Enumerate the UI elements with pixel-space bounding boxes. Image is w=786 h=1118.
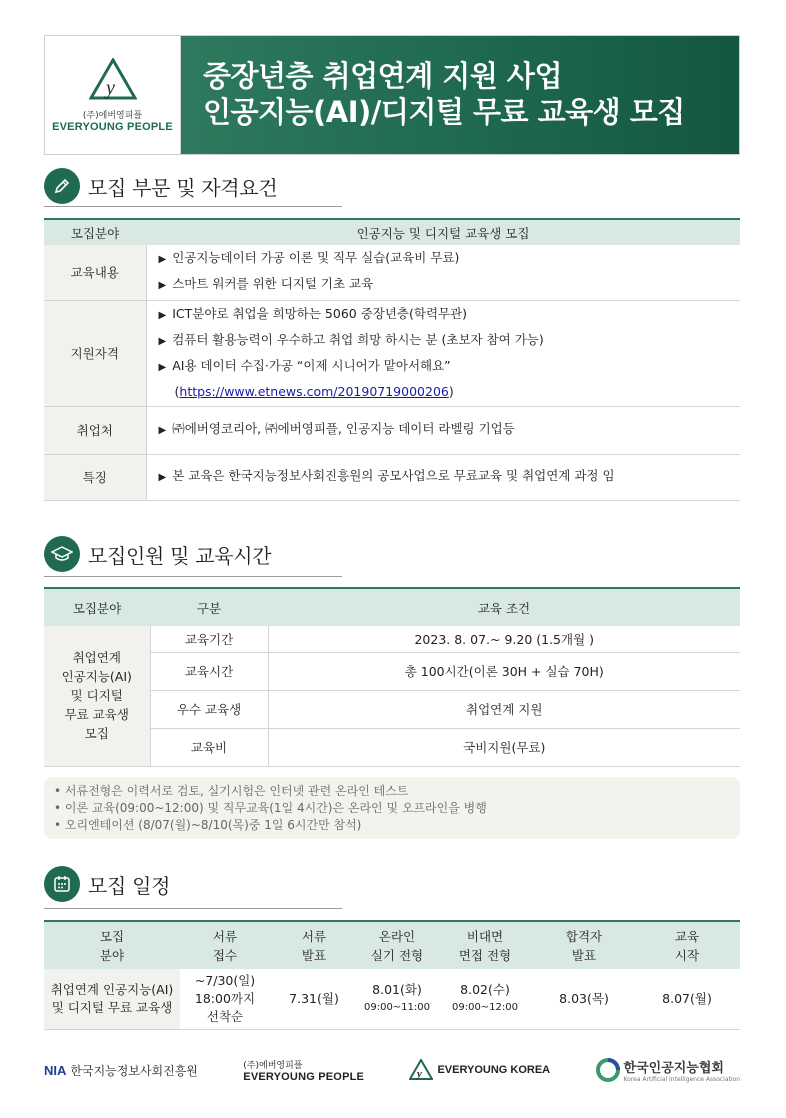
requirements-table: [44, 218, 740, 501]
condition-cell: 취업연계 지원: [268, 690, 740, 728]
col-header-field: 모집 분야: [44, 921, 180, 969]
company-logo: [45, 36, 181, 154]
section2-title: 모집인원 및 교육시간: [88, 543, 272, 568]
section1-title: 모집 부문 및 자격요건: [88, 175, 278, 200]
kaia-logo: 한국인공지능협회 Korea Artificial Intelligence Association: [596, 1057, 740, 1083]
note-item: • 서류전형은 이력서로 검토, 실기시험은 인터넷 관련 온라인 테스트: [54, 784, 409, 798]
col-header-doc-receipt: 서류 접수: [180, 921, 270, 969]
doc-announce-cell: 7.31(월): [270, 969, 358, 1029]
edu-start-cell: 8.07(월): [634, 969, 740, 1029]
table-row: [44, 300, 740, 406]
list-item: ▶ 본 교육은 한국지능정보사회진흥원의 공모사업으로 무료교육 및 취업연계 과정 임: [158, 468, 615, 483]
list-item: ▶ ㈜에버영코리아, ㈜에버영피플, 인공지능 데이터 라벨링 기업등: [158, 421, 515, 436]
table-row: [44, 406, 740, 454]
online-test-cell: 8.01(화) 09:00~11:00: [358, 969, 436, 1029]
svg-text:y: y: [105, 76, 115, 99]
logo-company-ko: (주)에버영피플: [82, 110, 143, 121]
logo-company-en: EVERYOUNG PEOPLE: [52, 120, 173, 133]
col-header-online-test: 온라인 실기 전형: [358, 921, 436, 969]
row-label: 지원자격: [44, 300, 146, 406]
row-content: [146, 300, 740, 406]
title-area: [181, 36, 739, 154]
pass-announce-cell: 8.03(목): [534, 969, 634, 1029]
col-header-type: 구분: [150, 588, 268, 626]
condition-cell: 2023. 8. 07.~ 9.20 (1.5개월 ): [268, 626, 740, 652]
article-link[interactable]: https://www.etnews.com/20190719000206: [179, 384, 449, 399]
col-header-field: 모집분야: [44, 219, 146, 245]
section3-heading: [44, 866, 170, 902]
list-item: ▶ 인공지능데이터 가공 이론 및 직무 실습(교육비 무료): [158, 250, 460, 266]
everyoung-people-logo: (주)에버영피플 EVERYOUNG PEOPLE: [243, 1060, 365, 1083]
note-item: • 이론 교육(09:00~12:00) 및 직무교육(1일 4시간)은 온라인 및 오프라인을 병행: [54, 801, 487, 815]
list-item: ▶ AI용 데이터 수집·가공 “이제 시니어가 맡아서해요”: [158, 358, 451, 373]
condition-cell: 국비지원(무료): [268, 728, 740, 766]
row-content: [146, 406, 740, 454]
row-label: 교육내용: [44, 245, 146, 300]
field-cell: 취업연계 인공지능(AI) 및 디지털 무료 교육생: [44, 969, 180, 1029]
col-header-field: 모집분야: [44, 588, 150, 626]
kaia-emblem-icon: [596, 1058, 620, 1082]
section1-heading: [44, 168, 277, 204]
type-cell: 우수 교육생: [150, 690, 268, 728]
group-label: 취업연계 인공지능(AI) 및 디지털 무료 교육생 모집: [44, 626, 150, 766]
everyoung-logo-icon: [89, 58, 137, 102]
nia-logo: NIA 한국지능정보사회진흥원: [44, 1062, 198, 1078]
row-label: 취업처: [44, 406, 146, 454]
section2-divider: [44, 576, 342, 577]
table-row: [44, 969, 740, 1029]
col-header-doc-announce: 서류 발표: [270, 921, 358, 969]
section2-heading: [44, 536, 271, 572]
notes-box: [44, 777, 740, 839]
row-content: [146, 454, 740, 500]
type-cell: 교육기간: [150, 626, 268, 652]
everyoung-korea-logo: y EVERYOUNG KOREA: [409, 1059, 550, 1081]
recruit-schedule-table: [44, 920, 740, 1030]
table-row: [44, 454, 740, 500]
section3-divider: [44, 908, 342, 909]
list-item: ▶ 스마트 워커를 위한 디지털 기초 교육: [158, 276, 374, 292]
footer-logos: [44, 1048, 740, 1092]
everyoung-logo-icon: [409, 1059, 433, 1081]
page-title-line2: 인공지능(AI)/디지털 무료 교육생 모집: [203, 95, 685, 129]
article-link-line: (https://www.etnews.com/20190719000206): [174, 384, 454, 399]
col-header-pass-announce: 합격자 발표: [534, 921, 634, 969]
section3-title: 모집 일정: [88, 873, 171, 898]
condition-cell: 총 100시간(이론 30H + 실습 70H): [268, 652, 740, 690]
interview-cell: 8.02(수) 09:00~12:00: [436, 969, 534, 1029]
svg-text:y: y: [417, 1068, 423, 1080]
section1-divider: [44, 206, 342, 207]
doc-receipt-cell: ~7/30(일) 18:00까지 선착순: [180, 969, 270, 1029]
col-header-value: 인공지능 및 디지털 교육생 모집: [146, 219, 740, 245]
table-row: [44, 626, 740, 652]
list-item: ▶ 컴퓨터 활용능력이 우수하고 취업 희망 하시는 분 (초보자 참여 가능): [158, 332, 544, 347]
table-row: [44, 245, 740, 300]
type-cell: 교육비: [150, 728, 268, 766]
row-content: [146, 245, 740, 300]
graduation-cap-icon: [44, 536, 80, 572]
note-item: • 오리엔테이션 (8/07(월)~8/10(목)중 1일 6시간만 참석): [54, 818, 362, 832]
col-header-interview: 비대면 면접 전형: [436, 921, 534, 969]
schedule-conditions-table: [44, 587, 740, 767]
list-item: ▶ ICT분야로 취업을 희망하는 5060 중장년층(학력무관): [158, 306, 468, 321]
page-title-line1: 중장년층 취업연계 지원 사업: [203, 59, 562, 93]
calendar-icon: [44, 866, 80, 902]
header-banner: [44, 35, 740, 155]
type-cell: 교육시간: [150, 652, 268, 690]
row-label: 특징: [44, 454, 146, 500]
col-header-condition: 교육 조건: [268, 588, 740, 626]
col-header-edu-start: 교육 시작: [634, 921, 740, 969]
pencil-icon: [44, 168, 80, 204]
